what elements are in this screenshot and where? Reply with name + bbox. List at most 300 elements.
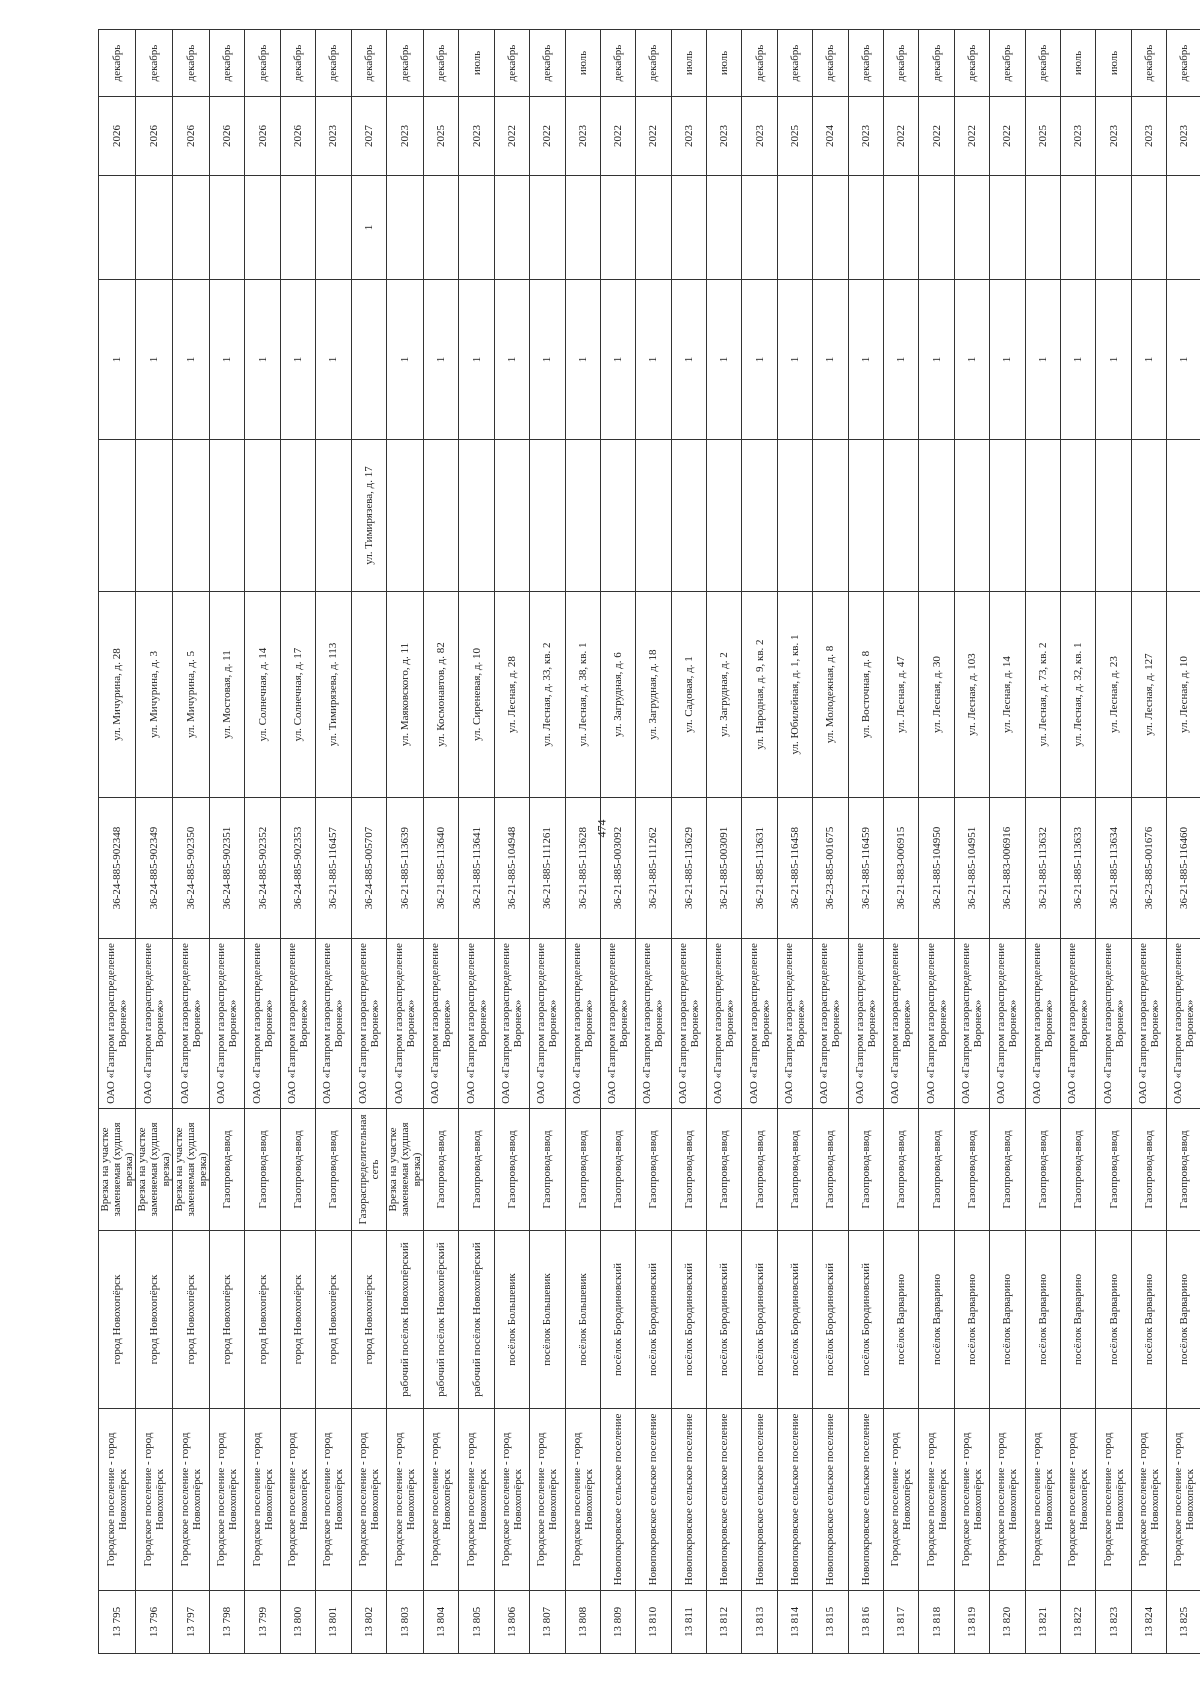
table-row — [813, 30, 848, 1654]
month-cell: декабрь — [245, 30, 280, 97]
quantity-cell: 1 — [1096, 280, 1131, 440]
month-cell: декабрь — [99, 30, 136, 97]
row-number: 13 797 — [173, 1591, 210, 1654]
month-cell: декабрь — [136, 30, 173, 97]
table-row — [1025, 30, 1060, 1654]
table-body — [99, 30, 1200, 1654]
table-row — [1096, 30, 1131, 1654]
quantity-cell: 1 — [386, 280, 423, 440]
object-type-cell: Газопровод-ввод — [707, 1109, 742, 1231]
year-cell: 2025 — [777, 97, 812, 176]
locality-cell: посёлок Большевик — [494, 1231, 529, 1409]
organization-cell: ОАО «Газпром газораспределение Воронеж» — [423, 939, 458, 1109]
object-type-cell: Газопровод-ввод — [530, 1109, 565, 1231]
table-row — [280, 30, 315, 1654]
locality-cell: посёлок Бородиновский — [671, 1231, 706, 1409]
month-cell: декабрь — [494, 30, 529, 97]
rotated-table-wrap — [98, 30, 1197, 1654]
address-cell: ул. Мостовая, д. 11 — [210, 592, 245, 798]
quantity-cell: 1 — [173, 280, 210, 440]
municipality-cell: Городское поселение - город Новохопёрск — [351, 1409, 386, 1591]
table-row — [954, 30, 989, 1654]
organization-cell: ОАО «Газпром газораспределение Воронеж» — [99, 939, 136, 1109]
address-cell: ул. Народная, д. 9, кв. 2 — [742, 592, 777, 798]
address-cell: ул. Сиреневая, д. 10 — [459, 592, 494, 798]
row-number: 13 805 — [459, 1591, 494, 1654]
month-cell: декабрь — [1025, 30, 1060, 97]
address-extra-cell — [1167, 440, 1200, 592]
organization-cell: ОАО «Газпром газораспределение Воронеж» — [173, 939, 210, 1109]
address-extra-cell — [777, 440, 812, 592]
object-code-cell: 36-24-885-902353 — [280, 798, 315, 939]
organization-cell: ОАО «Газпром газораспределение Воронеж» — [884, 939, 919, 1109]
quantity-extra-cell — [494, 176, 529, 280]
address-extra-cell — [245, 440, 280, 592]
organization-cell: ОАО «Газпром газораспределение Воронеж» — [1167, 939, 1200, 1109]
address-extra-cell — [1131, 440, 1166, 592]
quantity-cell: 1 — [280, 280, 315, 440]
object-code-cell: 36-21-885-116459 — [848, 798, 883, 939]
object-code-cell: 36-21-885-113640 — [423, 798, 458, 939]
locality-cell: посёлок Большевик — [565, 1231, 600, 1409]
municipality-cell: Городское поселение - город Новохопёрск — [1025, 1409, 1060, 1591]
object-code-cell: 36-21-885-003092 — [600, 798, 635, 939]
table-row — [990, 30, 1025, 1654]
object-code-cell: 36-21-883-006915 — [884, 798, 919, 939]
year-cell: 2022 — [530, 97, 565, 176]
object-type-cell: Газопровод-ввод — [1025, 1109, 1060, 1231]
quantity-cell: 1 — [813, 280, 848, 440]
row-number: 13 798 — [210, 1591, 245, 1654]
month-cell: декабрь — [813, 30, 848, 97]
object-type-cell: Газопровод-ввод — [777, 1109, 812, 1231]
organization-cell: ОАО «Газпром газораспределение Воронеж» — [919, 939, 954, 1109]
month-cell: декабрь — [742, 30, 777, 97]
month-cell: декабрь — [600, 30, 635, 97]
object-code-cell: 36-21-885-116457 — [316, 798, 351, 939]
object-type-cell: Газопровод-ввод — [1060, 1109, 1095, 1231]
address-extra-cell — [423, 440, 458, 592]
quantity-extra-cell — [1025, 176, 1060, 280]
address-extra-cell — [565, 440, 600, 592]
quantity-cell: 1 — [459, 280, 494, 440]
row-number: 13 806 — [494, 1591, 529, 1654]
year-cell: 2026 — [245, 97, 280, 176]
year-cell: 2023 — [707, 97, 742, 176]
row-number: 13 818 — [919, 1591, 954, 1654]
object-code-cell: 36-21-885-113628 — [565, 798, 600, 939]
table-row — [494, 30, 529, 1654]
organization-cell: ОАО «Газпром газораспределение Воронеж» — [777, 939, 812, 1109]
quantity-cell: 1 — [1131, 280, 1166, 440]
row-number: 13 812 — [707, 1591, 742, 1654]
row-number: 13 799 — [245, 1591, 280, 1654]
quantity-extra-cell — [954, 176, 989, 280]
object-code-cell: 36-23-885-001675 — [813, 798, 848, 939]
table-row — [99, 30, 136, 1654]
object-type-cell: Газопровод-ввод — [280, 1109, 315, 1231]
locality-cell: город Новохопёрск — [351, 1231, 386, 1409]
address-extra-cell — [813, 440, 848, 592]
table-row — [459, 30, 494, 1654]
address-extra-cell — [671, 440, 706, 592]
table-row — [1060, 30, 1095, 1654]
row-number: 13 817 — [884, 1591, 919, 1654]
object-code-cell: 36-24-885-902350 — [173, 798, 210, 939]
organization-cell: ОАО «Газпром газораспределение Воронеж» — [1131, 939, 1166, 1109]
locality-cell: посёлок Бородиновский — [600, 1231, 635, 1409]
month-cell: декабрь — [884, 30, 919, 97]
address-extra-cell — [494, 440, 529, 592]
address-extra-cell: ул. Тимирязева, д. 17 — [351, 440, 386, 592]
row-number: 13 819 — [954, 1591, 989, 1654]
municipality-cell: Новопокровское сельское поселение — [636, 1409, 671, 1591]
address-extra-cell — [742, 440, 777, 592]
municipality-cell: Городское поселение - город Новохопёрск — [136, 1409, 173, 1591]
address-cell: ул. Лесная, д. 127 — [1131, 592, 1166, 798]
locality-cell: посёлок Большевик — [530, 1231, 565, 1409]
year-cell: 2023 — [565, 97, 600, 176]
year-cell: 2022 — [919, 97, 954, 176]
address-cell: ул. Тимирязева, д. 113 — [316, 592, 351, 798]
quantity-extra-cell — [848, 176, 883, 280]
address-extra-cell — [954, 440, 989, 592]
address-extra-cell — [386, 440, 423, 592]
object-type-cell: Газопровод-ввод — [1131, 1109, 1166, 1231]
address-cell: ул. Юбилейная, д. 1, кв. 1 — [777, 592, 812, 798]
quantity-cell: 1 — [636, 280, 671, 440]
organization-cell: ОАО «Газпром газораспределение Воронеж» — [494, 939, 529, 1109]
month-cell: июль — [459, 30, 494, 97]
object-type-cell: Врезка на участке заменяемая (худшая врезка) — [386, 1109, 423, 1231]
address-extra-cell — [210, 440, 245, 592]
object-code-cell: 36-21-883-006916 — [990, 798, 1025, 939]
address-cell: ул. Загрудная, д. 2 — [707, 592, 742, 798]
quantity-cell: 1 — [742, 280, 777, 440]
municipality-cell: Городское поселение - город Новохопёрск — [1096, 1409, 1131, 1591]
quantity-cell: 1 — [919, 280, 954, 440]
locality-cell: посёлок Варварино — [954, 1231, 989, 1409]
table-row — [316, 30, 351, 1654]
object-code-cell: 36-21-885-113641 — [459, 798, 494, 939]
row-number: 13 816 — [848, 1591, 883, 1654]
locality-cell: город Новохопёрск — [316, 1231, 351, 1409]
locality-cell: рабочий посёлок Новохопёрский — [423, 1231, 458, 1409]
quantity-cell: 1 — [245, 280, 280, 440]
address-extra-cell — [316, 440, 351, 592]
object-code-cell: 36-21-885-113633 — [1060, 798, 1095, 939]
municipality-cell: Новопокровское сельское поселение — [813, 1409, 848, 1591]
quantity-extra-cell — [990, 176, 1025, 280]
organization-cell: ОАО «Газпром газораспределение Воронеж» — [990, 939, 1025, 1109]
month-cell: декабрь — [848, 30, 883, 97]
table-row — [707, 30, 742, 1654]
quantity-cell: 1 — [671, 280, 706, 440]
quantity-extra-cell — [136, 176, 173, 280]
organization-cell: ОАО «Газпром газораспределение Воронеж» — [565, 939, 600, 1109]
locality-cell: посёлок Бородиновский — [707, 1231, 742, 1409]
month-cell: июль — [671, 30, 706, 97]
row-number: 13 804 — [423, 1591, 458, 1654]
quantity-extra-cell — [1167, 176, 1200, 280]
month-cell: декабрь — [954, 30, 989, 97]
address-cell: ул. Лесная, д. 28 — [494, 592, 529, 798]
address-extra-cell — [459, 440, 494, 592]
address-cell: ул. Лесная, д. 30 — [919, 592, 954, 798]
row-number: 13 800 — [280, 1591, 315, 1654]
table-row — [423, 30, 458, 1654]
locality-cell: посёлок Бородиновский — [742, 1231, 777, 1409]
address-extra-cell — [636, 440, 671, 592]
locality-cell: посёлок Варварино — [990, 1231, 1025, 1409]
municipality-cell: Новопокровское сельское поселение — [848, 1409, 883, 1591]
organization-cell: ОАО «Газпром газораспределение Воронеж» — [636, 939, 671, 1109]
address-extra-cell — [280, 440, 315, 592]
object-type-cell: Газопровод-ввод — [210, 1109, 245, 1231]
table-row — [173, 30, 210, 1654]
row-number: 13 821 — [1025, 1591, 1060, 1654]
table-row — [210, 30, 245, 1654]
locality-cell: посёлок Варварино — [1060, 1231, 1095, 1409]
quantity-cell: 1 — [494, 280, 529, 440]
organization-cell: ОАО «Газпром газораспределение Воронеж» — [351, 939, 386, 1109]
object-code-cell: 36-21-885-113639 — [386, 798, 423, 939]
year-cell: 2026 — [173, 97, 210, 176]
object-type-cell: Газопровод-ввод — [954, 1109, 989, 1231]
quantity-extra-cell — [210, 176, 245, 280]
locality-cell: посёлок Варварино — [884, 1231, 919, 1409]
address-cell: ул. Лесная, д. 14 — [990, 592, 1025, 798]
quantity-extra-cell — [742, 176, 777, 280]
municipality-cell: Городское поселение - город Новохопёрск — [565, 1409, 600, 1591]
quantity-cell: 1 — [99, 280, 136, 440]
locality-cell: посёлок Варварино — [1096, 1231, 1131, 1409]
quantity-cell: 1 — [1167, 280, 1200, 440]
address-cell: ул. Лесная, д. 23 — [1096, 592, 1131, 798]
organization-cell: ОАО «Газпром газораспределение Воронеж» — [1025, 939, 1060, 1109]
object-type-cell: Газопровод-ввод — [600, 1109, 635, 1231]
row-number: 13 795 — [99, 1591, 136, 1654]
municipality-cell: Городское поселение - город Новохопёрск — [173, 1409, 210, 1591]
year-cell: 2022 — [600, 97, 635, 176]
row-number: 13 803 — [386, 1591, 423, 1654]
municipality-cell: Новопокровское сельское поселение — [707, 1409, 742, 1591]
table-row — [1167, 30, 1200, 1654]
quantity-cell: 1 — [707, 280, 742, 440]
quantity-cell: 1 — [1025, 280, 1060, 440]
address-cell: ул. Лесная, д. 47 — [884, 592, 919, 798]
quantity-extra-cell — [813, 176, 848, 280]
object-code-cell: 36-23-885-001676 — [1131, 798, 1166, 939]
quantity-extra-cell: 1 — [351, 176, 386, 280]
quantity-cell: 1 — [990, 280, 1025, 440]
object-code-cell: 36-21-885-111261 — [530, 798, 565, 939]
quantity-cell: 1 — [210, 280, 245, 440]
row-number: 13 825 — [1167, 1591, 1200, 1654]
object-type-cell: Врезка на участке заменяемая (худшая врезка) — [99, 1109, 136, 1231]
municipality-cell: Новопокровское сельское поселение — [777, 1409, 812, 1591]
quantity-cell: 1 — [530, 280, 565, 440]
locality-cell: посёлок Бородиновский — [636, 1231, 671, 1409]
object-type-cell: Газораспределительная сеть — [351, 1109, 386, 1231]
address-cell: ул. Космонавтов, д. 82 — [423, 592, 458, 798]
year-cell: 2023 — [1096, 97, 1131, 176]
year-cell: 2023 — [1167, 97, 1200, 176]
address-cell: ул. Мичурина, д. 28 — [99, 592, 136, 798]
address-extra-cell — [848, 440, 883, 592]
address-cell: ул. Лесная, д. 32, кв. 1 — [1060, 592, 1095, 798]
address-extra-cell — [990, 440, 1025, 592]
quantity-extra-cell — [636, 176, 671, 280]
locality-cell: посёлок Варварино — [1131, 1231, 1166, 1409]
organization-cell: ОАО «Газпром газораспределение Воронеж» — [1060, 939, 1095, 1109]
quantity-cell: 1 — [565, 280, 600, 440]
object-code-cell: 36-24-885-902349 — [136, 798, 173, 939]
month-cell: декабрь — [530, 30, 565, 97]
object-type-cell: Газопровод-ввод — [459, 1109, 494, 1231]
address-extra-cell — [136, 440, 173, 592]
municipality-cell: Городское поселение - город Новохопёрск — [1131, 1409, 1166, 1591]
quantity-cell: 1 — [1060, 280, 1095, 440]
object-code-cell: 36-21-885-116460 — [1167, 798, 1200, 939]
address-cell: ул. Лесная, д. 33, кв. 2 — [530, 592, 565, 798]
organization-cell: ОАО «Газпром газораспределение Воронеж» — [742, 939, 777, 1109]
month-cell: декабрь — [777, 30, 812, 97]
object-code-cell: 36-21-885-113631 — [742, 798, 777, 939]
table-row — [848, 30, 883, 1654]
quantity-extra-cell — [173, 176, 210, 280]
address-cell: ул. Загрудная, д. 18 — [636, 592, 671, 798]
row-number: 13 801 — [316, 1591, 351, 1654]
month-cell: декабрь — [990, 30, 1025, 97]
address-cell: ул. Солнечная, д. 17 — [280, 592, 315, 798]
object-code-cell: 36-24-885-902352 — [245, 798, 280, 939]
year-cell: 2025 — [1025, 97, 1060, 176]
year-cell: 2023 — [1060, 97, 1095, 176]
organization-cell: ОАО «Газпром газораспределение Воронеж» — [245, 939, 280, 1109]
table-row — [884, 30, 919, 1654]
year-cell: 2023 — [316, 97, 351, 176]
month-cell: декабрь — [210, 30, 245, 97]
municipality-cell: Городское поселение - город Новохопёрск — [210, 1409, 245, 1591]
row-number: 13 814 — [777, 1591, 812, 1654]
municipality-cell: Городское поселение - город Новохопёрск — [316, 1409, 351, 1591]
object-code-cell: 36-21-885-113629 — [671, 798, 706, 939]
object-code-cell: 36-21-885-113632 — [1025, 798, 1060, 939]
address-cell: ул. Молодежная, д. 8 — [813, 592, 848, 798]
row-number: 13 813 — [742, 1591, 777, 1654]
object-type-cell: Врезка на участке заменяемая (худшая врезка) — [136, 1109, 173, 1231]
organization-cell: ОАО «Газпром газораспределение Воронеж» — [459, 939, 494, 1109]
object-type-cell: Газопровод-ввод — [848, 1109, 883, 1231]
quantity-extra-cell — [423, 176, 458, 280]
table-row — [671, 30, 706, 1654]
quantity-extra-cell — [386, 176, 423, 280]
organization-cell: ОАО «Газпром газораспределение Воронеж» — [600, 939, 635, 1109]
row-number: 13 822 — [1060, 1591, 1095, 1654]
object-type-cell: Газопровод-ввод — [884, 1109, 919, 1231]
locality-cell: посёлок Бородиновский — [813, 1231, 848, 1409]
address-extra-cell — [919, 440, 954, 592]
month-cell: декабрь — [1167, 30, 1200, 97]
address-cell — [351, 592, 386, 798]
month-cell: декабрь — [173, 30, 210, 97]
locality-cell: город Новохопёрск — [280, 1231, 315, 1409]
municipality-cell: Городское поселение - город Новохопёрск — [1060, 1409, 1095, 1591]
municipality-cell: Городское поселение - город Новохопёрск — [459, 1409, 494, 1591]
month-cell: декабрь — [423, 30, 458, 97]
organization-cell: ОАО «Газпром газораспределение Воронеж» — [210, 939, 245, 1109]
object-type-cell: Газопровод-ввод — [494, 1109, 529, 1231]
locality-cell: посёлок Варварино — [1167, 1231, 1200, 1409]
quantity-cell: 1 — [600, 280, 635, 440]
object-code-cell: 36-21-885-104948 — [494, 798, 529, 939]
municipality-cell: Городское поселение - город Новохопёрск — [245, 1409, 280, 1591]
row-number: 13 810 — [636, 1591, 671, 1654]
object-type-cell: Газопровод-ввод — [671, 1109, 706, 1231]
address-extra-cell — [173, 440, 210, 592]
page-number: 474 — [594, 819, 609, 837]
month-cell: июль — [1060, 30, 1095, 97]
municipality-cell: Городское поселение - город Новохопёрск — [1167, 1409, 1200, 1591]
municipality-cell: Городское поселение - город Новохопёрск — [990, 1409, 1025, 1591]
locality-cell: город Новохопёрск — [173, 1231, 210, 1409]
municipality-cell: Городское поселение - город Новохопёрск — [494, 1409, 529, 1591]
object-code-cell: 36-21-885-111262 — [636, 798, 671, 939]
address-cell: ул. Восточная, д. 8 — [848, 592, 883, 798]
year-cell: 2022 — [884, 97, 919, 176]
table-row — [245, 30, 280, 1654]
municipality-cell: Городское поселение - город Новохопёрск — [919, 1409, 954, 1591]
table-row — [742, 30, 777, 1654]
table-row — [530, 30, 565, 1654]
organization-cell: ОАО «Газпром газораспределение Воронеж» — [280, 939, 315, 1109]
year-cell: 2027 — [351, 97, 386, 176]
table-row — [600, 30, 635, 1654]
object-code-cell: 36-24-885-005707 — [351, 798, 386, 939]
organization-cell: ОАО «Газпром газораспределение Воронеж» — [530, 939, 565, 1109]
locality-cell: посёлок Варварино — [919, 1231, 954, 1409]
locality-cell: рабочий посёлок Новохопёрский — [386, 1231, 423, 1409]
object-type-cell: Газопровод-ввод — [990, 1109, 1025, 1231]
quantity-extra-cell — [99, 176, 136, 280]
quantity-extra-cell — [1060, 176, 1095, 280]
quantity-extra-cell — [316, 176, 351, 280]
quantity-extra-cell — [919, 176, 954, 280]
quantity-extra-cell — [1096, 176, 1131, 280]
year-cell: 2023 — [1131, 97, 1166, 176]
municipality-cell: Новопокровское сельское поселение — [671, 1409, 706, 1591]
row-number: 13 809 — [600, 1591, 635, 1654]
locality-cell: город Новохопёрск — [245, 1231, 280, 1409]
year-cell: 2026 — [99, 97, 136, 176]
quantity-cell: 1 — [423, 280, 458, 440]
quantity-extra-cell — [530, 176, 565, 280]
address-cell: ул. Лесная, д. 38, кв. 1 — [565, 592, 600, 798]
year-cell: 2023 — [459, 97, 494, 176]
quantity-cell: 1 — [884, 280, 919, 440]
object-type-cell: Газопровод-ввод — [813, 1109, 848, 1231]
organization-cell: ОАО «Газпром газораспределение Воронеж» — [1096, 939, 1131, 1109]
address-extra-cell — [530, 440, 565, 592]
records-table — [98, 29, 1200, 1654]
object-type-cell: Газопровод-ввод — [1096, 1109, 1131, 1231]
quantity-cell: 1 — [136, 280, 173, 440]
month-cell: декабрь — [280, 30, 315, 97]
quantity-extra-cell — [280, 176, 315, 280]
address-cell: ул. Маяковского, д. 11 — [386, 592, 423, 798]
object-code-cell: 36-21-885-003091 — [707, 798, 742, 939]
